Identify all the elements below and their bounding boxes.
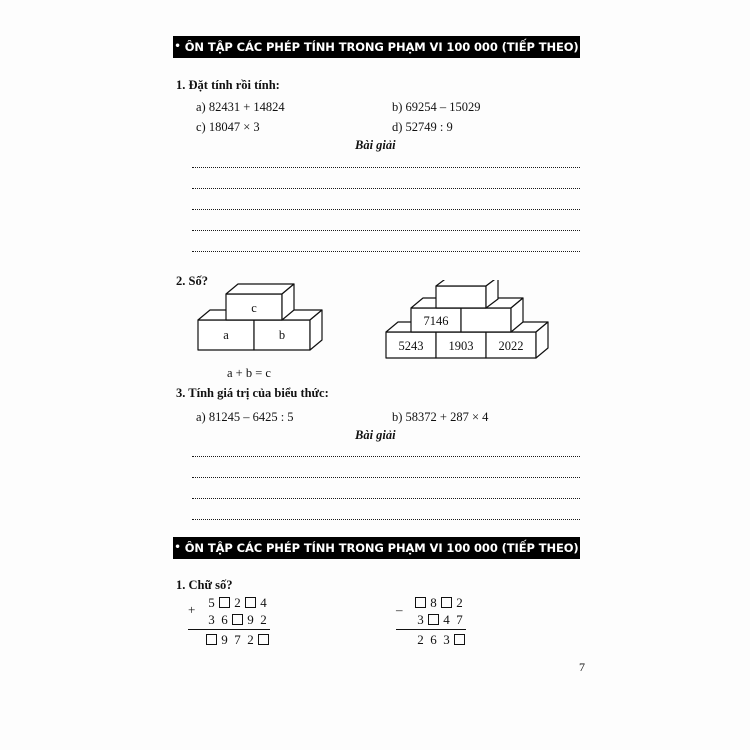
section-banner-2 xyxy=(173,537,580,559)
blank-box[interactable] xyxy=(258,634,269,645)
digit: 3 xyxy=(208,612,215,627)
exercise-2-formula: a + b = c xyxy=(227,366,271,380)
exercise-1-title: 1. Đặt tính rồi tính: xyxy=(176,78,280,92)
banner-title-1: ÔN TẬP CÁC PHÉP TÍNH TRONG PHẠM VI 100 000 (TIẾP THEO) xyxy=(184,40,579,54)
left-figure-label-a: a xyxy=(223,328,229,342)
sum-row xyxy=(188,631,270,648)
exercise-1-answer-label: Bài giải xyxy=(355,138,396,152)
exercise-1-item-b: b) 69254 – 15029 xyxy=(392,100,481,114)
addend-row-2 xyxy=(188,611,270,628)
answer-line[interactable] xyxy=(192,498,580,499)
exercise-2-right-figure xyxy=(378,280,568,370)
digit: 2 xyxy=(234,595,241,610)
answer-line[interactable] xyxy=(192,230,580,231)
digit: 3 xyxy=(417,612,424,627)
subtrahend-row xyxy=(396,611,466,628)
exercise-3-item-b: b) 58372 + 287 × 4 xyxy=(392,410,489,424)
blank-box[interactable] xyxy=(428,614,439,625)
right-figure-bottom-right: 2022 xyxy=(498,339,524,353)
difference-row xyxy=(396,631,466,648)
section-2-exercise-1-title: 1. Chữ số? xyxy=(176,578,233,592)
digit: 3 xyxy=(443,632,450,647)
addition-operator: + xyxy=(188,602,196,617)
digit: 7 xyxy=(456,612,463,627)
subtraction-operator: – xyxy=(396,602,403,617)
digit: 9 xyxy=(221,632,228,647)
answer-line[interactable] xyxy=(192,456,580,457)
addend-row-1 xyxy=(188,594,270,611)
section-banner-1 xyxy=(173,36,580,58)
exercise-1-item-a: a) 82431 + 14824 xyxy=(196,100,285,114)
answer-line[interactable] xyxy=(192,519,580,520)
minuend-row xyxy=(396,594,466,611)
blank-box[interactable] xyxy=(232,614,243,625)
blank-box[interactable] xyxy=(206,634,217,645)
exercise-1-item-c: c) 18047 × 3 xyxy=(196,120,260,134)
left-figure-label-b: b xyxy=(278,328,286,342)
digit: 2 xyxy=(456,595,463,610)
exercise-3-item-a: a) 81245 – 6425 : 5 xyxy=(196,410,294,424)
blank-box[interactable] xyxy=(219,597,230,608)
answer-line[interactable] xyxy=(192,209,580,210)
digit: 2 xyxy=(247,632,254,647)
digit: 6 xyxy=(221,612,228,627)
exercise-1-item-d: d) 52749 : 9 xyxy=(392,120,453,134)
answer-line[interactable] xyxy=(192,477,580,478)
left-figure-label-c: c xyxy=(251,301,257,315)
blank-box[interactable] xyxy=(454,634,465,645)
blank-box[interactable] xyxy=(415,597,426,608)
right-figure-bottom-left: 5243 xyxy=(398,339,424,353)
banner-bullet-icon: • xyxy=(174,542,181,553)
digit: 2 xyxy=(260,612,267,627)
digit: 7 xyxy=(234,632,241,647)
page-number: 7 xyxy=(579,660,585,674)
digit: 4 xyxy=(260,595,267,610)
answer-line[interactable] xyxy=(192,167,580,168)
exercise-2-title: 2. Số? xyxy=(176,274,208,288)
digit: 5 xyxy=(208,595,215,610)
digit: 9 xyxy=(247,612,254,627)
exercise-2-left-figure xyxy=(190,282,340,367)
addition-problem[interactable] xyxy=(188,594,270,648)
digit: 6 xyxy=(430,632,437,647)
blank-box[interactable] xyxy=(441,597,452,608)
answer-line[interactable] xyxy=(192,188,580,189)
sum-rule xyxy=(188,629,270,630)
banner-bullet-icon: • xyxy=(174,41,181,52)
banner-title-2: ÔN TẬP CÁC PHÉP TÍNH TRONG PHẠM VI 100 000 (TIẾP THEO) xyxy=(184,541,579,555)
right-figure-middle-left: 7146 xyxy=(423,314,449,328)
exercise-3-title: 3. Tính giá trị của biểu thức: xyxy=(176,386,329,400)
digit: 4 xyxy=(443,612,450,627)
difference-rule xyxy=(396,629,466,630)
subtraction-problem[interactable] xyxy=(396,594,466,648)
digit: 8 xyxy=(430,595,437,610)
exercise-3-answer-label: Bài giải xyxy=(355,428,396,442)
blank-box[interactable] xyxy=(245,597,256,608)
digit: 2 xyxy=(417,632,424,647)
answer-line[interactable] xyxy=(192,251,580,252)
right-figure-bottom-middle: 1903 xyxy=(448,339,474,353)
